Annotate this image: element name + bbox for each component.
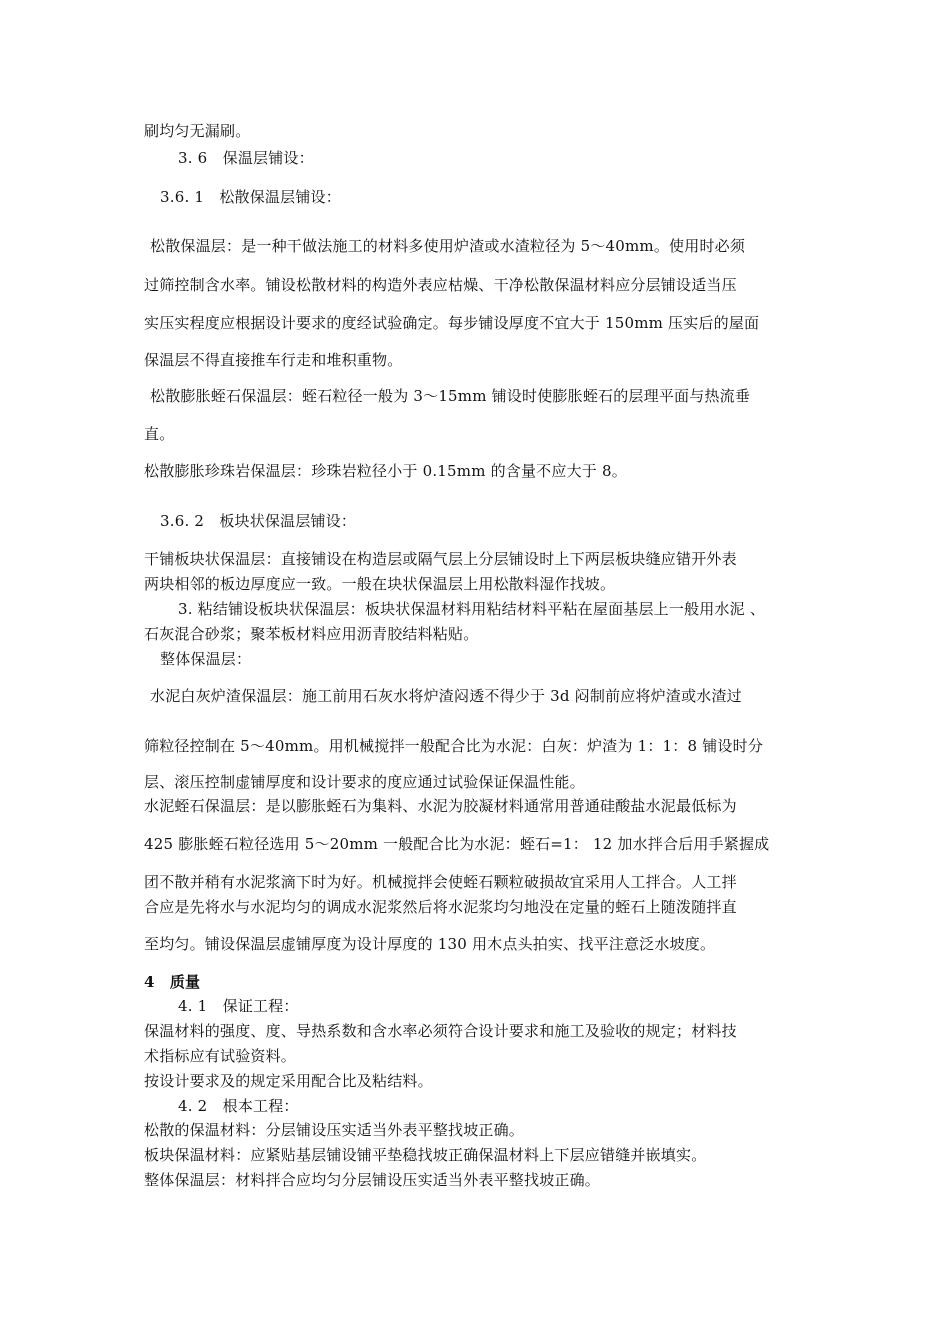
- text-line: 保温层不得直接推车行走和堆积重物。: [144, 351, 403, 369]
- text-line: 板块保温材料：应紧贴基层铺设铺平垫稳找坡正确保温材料上下层应错缝并嵌填实。: [144, 1146, 707, 1164]
- text-line: 团不散并稍有水泥浆滴下时为好。机械搅拌会使蛭石颗粒破损故宜采用人工拌合。人工拌: [144, 873, 737, 891]
- text-line: 425 膨胀蛭石粒径选用 5～20mm 一般配合比为水泥：蛭石=1： 12 加水拌合后用手紧握成: [144, 835, 770, 853]
- text-line: 层、滚压控制虚铺厚度和设计要求的度应通过试验保证保温性能。: [144, 773, 585, 791]
- section-heading: 4 质量: [144, 973, 201, 991]
- text-line: 整体保温层：材料拌合应均匀分层铺设压实适当外表平整找坡正确。: [144, 1171, 601, 1189]
- text-line: 筛粒径控制在 5～40mm。用机械搅拌一般配合比为水泥：白灰：炉渣为 1：1：8 铺设时分: [144, 737, 764, 755]
- text-line: 按设计要求及的规定采用配合比及粘结料。: [144, 1072, 433, 1090]
- text-line: 松散膨胀珍珠岩保温层：珍珠岩粒径小于 0.15mm 的含量不应大于 8。: [144, 462, 627, 480]
- text-line: 松散保温层：是一种干做法施工的材料多使用炉渣或水渣粒径为 5～40mm。使用时必须: [150, 237, 746, 255]
- text-line: 两块相邻的板边厚度应一致。一般在块状保温层上用松散料湿作找坡。: [144, 575, 616, 593]
- text-line: 3. 粘结铺设板块状保温层：板块状保温材料用粘结材料平粘在屋面基层上一般用水泥 、: [178, 600, 766, 618]
- subsection-heading: 3.6. 1 松散保温层铺设：: [160, 188, 341, 206]
- text-line: 保温材料的强度、度、导热系数和含水率必须符合设计要求和施工及验收的规定；材料技: [144, 1022, 737, 1040]
- text-line: 直。: [144, 425, 175, 443]
- section-heading: 4. 1 保证工程：: [178, 997, 299, 1015]
- subsection-heading: 3.6. 2 板块状保温层铺设：: [160, 512, 357, 530]
- text-line: 至均匀。铺设保温层虚铺厚度为设计厚度的 130 用木点头拍实、找平注意泛水坡度。: [144, 935, 716, 953]
- text-line: 整体保温层：: [160, 650, 252, 668]
- text-line: 刷均匀无漏刷。: [144, 122, 251, 140]
- text-line: 实压实程度应根据设计要求的度经试验确定。每步铺设厚度不宜大于 150mm 压实后的屋面: [144, 314, 760, 332]
- text-line: 过筛控制含水率。铺设松散材料的构造外表应枯燥、干净松散保温材料应分层铺设适当压: [144, 276, 737, 294]
- text-line: 松散的保温材料：分层铺设压实适当外表平整找坡正确。: [144, 1121, 525, 1139]
- text-line: 术指标应有试验资料。: [144, 1047, 297, 1065]
- text-line: 松散膨胀蛭石保温层：蛭石粒径一般为 3～15mm 铺设时使膨胀蛭石的层理平面与热流垂: [150, 387, 751, 405]
- text-line: 合应是先将水与水泥均匀的调成水泥浆然后将水泥浆均匀地没在定量的蛭石上随泼随拌直: [144, 898, 737, 916]
- text-line: 干铺板块状保温层：直接铺设在构造层或隔气层上分层铺设时上下两层板块缝应错开外表: [144, 550, 737, 568]
- text-line: 水泥白灰炉渣保温层：施工前用石灰水将炉渣闷透不得少于 3d 闷制前应将炉渣或水渣过: [150, 687, 742, 705]
- text-line: 石灰混合砂浆；聚苯板材料应用沥青胶结料粘贴。: [144, 625, 479, 643]
- section-heading: 3. 6 保温层铺设：: [178, 149, 314, 167]
- text-line: 水泥蛭石保温层：是以膨胀蛭石为集料、水泥为胶凝材料通常用普通硅酸盐水泥最低标为: [144, 797, 737, 815]
- section-heading: 4. 2 根本工程：: [178, 1097, 299, 1115]
